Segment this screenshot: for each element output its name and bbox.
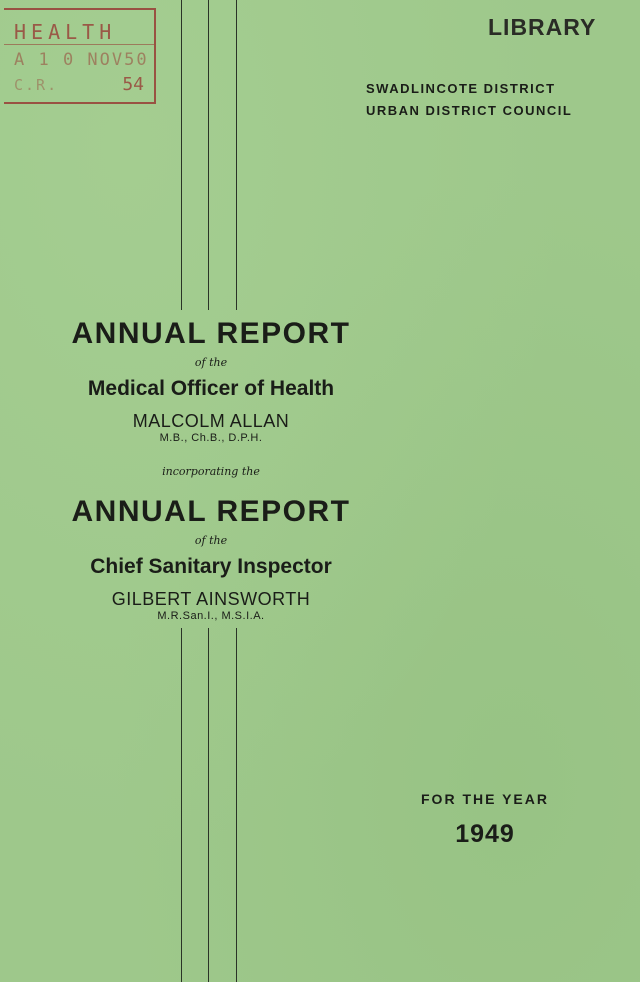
report2-role: Chief Sanitary Inspector bbox=[90, 555, 332, 578]
report1-name: MALCOLM ALLAN bbox=[132, 411, 290, 431]
vertical-rule-5 bbox=[208, 628, 209, 982]
report1-qualifications: M.B., Ch.B., D.P.H. bbox=[159, 432, 263, 444]
report1-of-the: of the bbox=[194, 356, 228, 369]
report2-qualifications: M.R.San.I., M.S.I.A. bbox=[157, 610, 265, 622]
stamp-code: C.R. bbox=[14, 76, 59, 94]
stamp-number: 54 bbox=[122, 74, 144, 95]
incorporating-text: incorporating the bbox=[162, 465, 260, 478]
report1-role: Medical Officer of Health bbox=[87, 377, 335, 400]
stamp-line-health: HEALTH bbox=[14, 20, 117, 44]
report2-of-the: of the bbox=[194, 534, 228, 547]
for-the-year-label: FOR THE YEAR bbox=[421, 791, 549, 807]
stamp-date: A 1 0 NOV50 bbox=[14, 50, 149, 70]
council-line-1: SWADLINCOTE DISTRICT bbox=[366, 81, 556, 96]
report1-title: ANNUAL REPORT bbox=[71, 317, 351, 350]
council-line-2: URBAN DISTRICT COUNCIL bbox=[366, 103, 573, 118]
report2-title: ANNUAL REPORT bbox=[71, 495, 351, 528]
report-year: 1949 bbox=[455, 820, 515, 848]
vertical-rule-2 bbox=[208, 0, 209, 310]
library-label: LIBRARY bbox=[488, 14, 597, 40]
library-stamp bbox=[4, 8, 156, 104]
vertical-rule-6 bbox=[236, 628, 237, 982]
vertical-rule-1 bbox=[181, 0, 182, 310]
report2-name: GILBERT AINSWORTH bbox=[111, 589, 311, 609]
stamp-rule bbox=[4, 44, 154, 45]
vertical-rule-4 bbox=[181, 628, 182, 982]
vertical-rule-3 bbox=[236, 0, 237, 310]
